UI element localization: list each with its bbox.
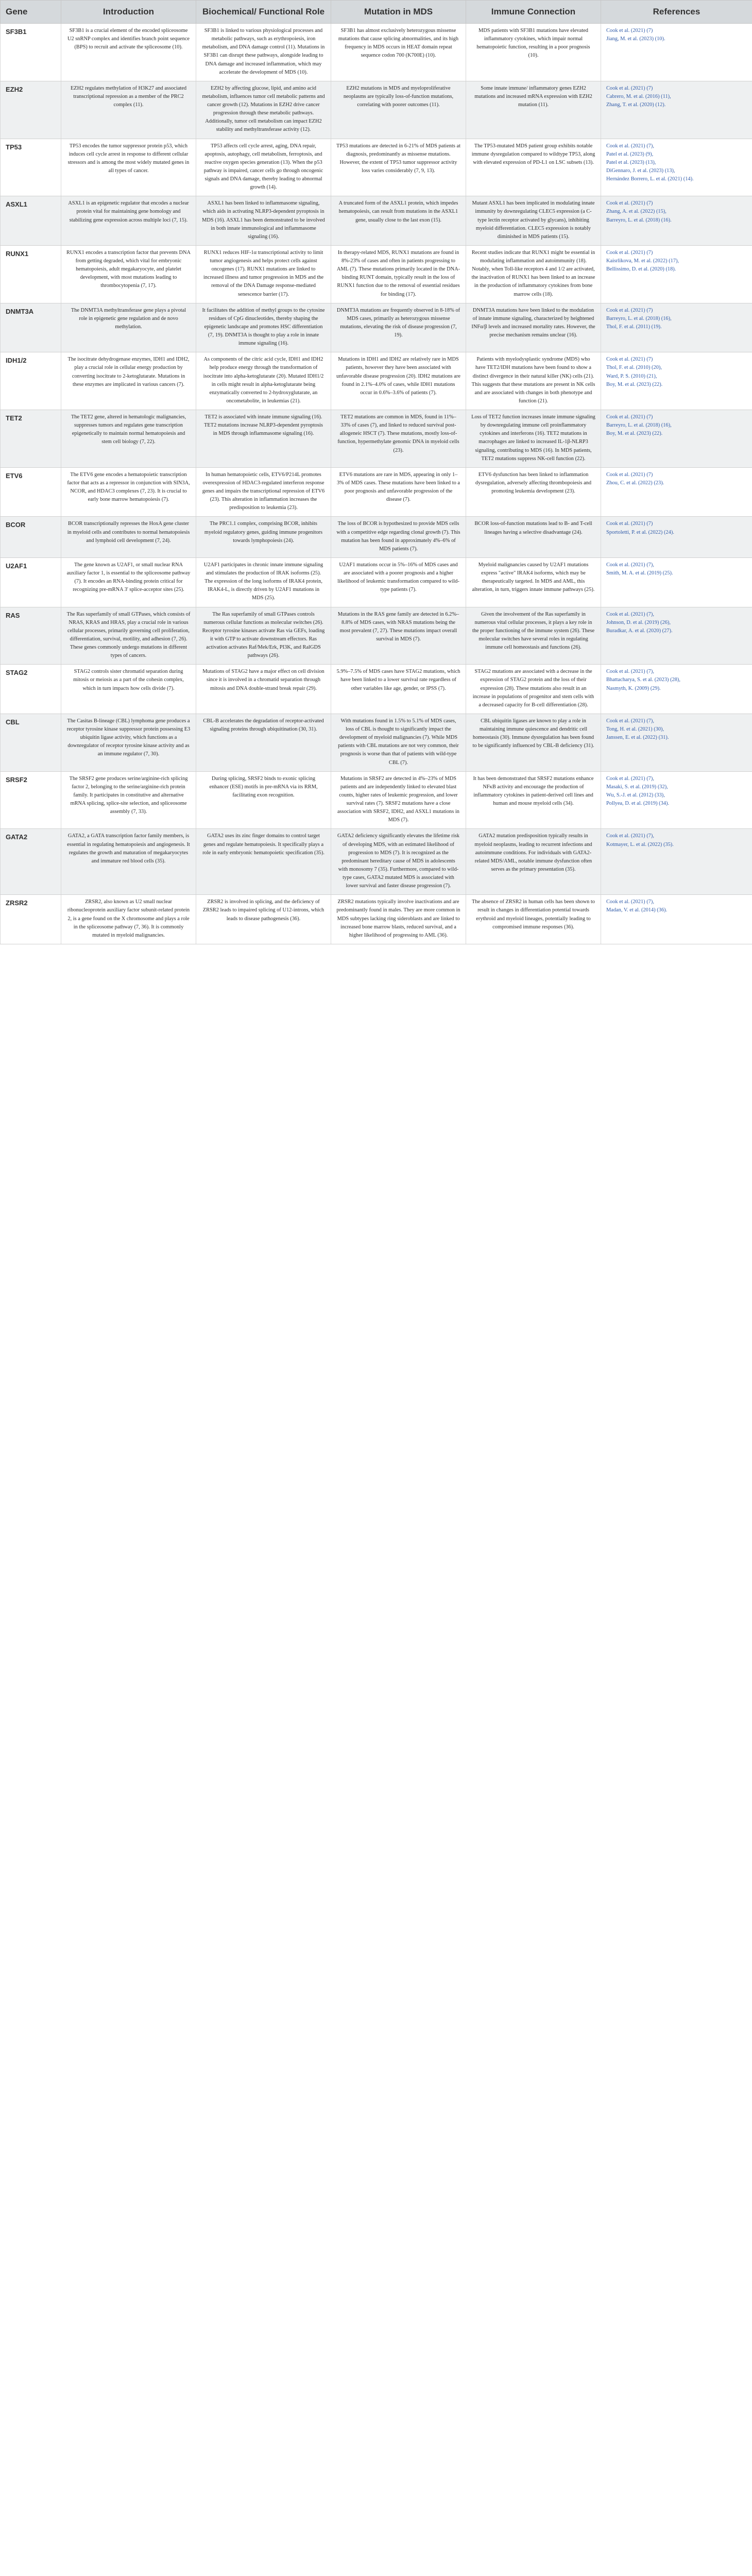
- reference-link[interactable]: Johnson, D. et al. (2019) (26),: [606, 619, 671, 625]
- mutation-cell: The loss of BCOR is hypothesized to provide MDS cells with a competitive edge regarding clonal growth (7). This mutation has been found in approximately 4%–6% of MDS patients (7).: [331, 517, 466, 558]
- introduction-cell: ZRSR2, also known as U2 small nuclear ribonucleoprotein auxiliary factor subunit-related protein 2, is a gene found on the X chromosome and plays a role in the spliceosome pathway (7, 36). It is commonly mutated in myeloid malignancies.: [61, 895, 196, 944]
- immune-connection-cell: Recent studies indicate that RUNX1 might be essential in modulating inflammation and autoimmunity (18). Notably, when Toll-like receptors 4 and 1/2 are activated, the inactivation of RUNX1 has been linked to an increase in the production of inflammatory cytokines from bone marrow cells (18).: [466, 245, 601, 303]
- reference-link[interactable]: Cook et al. (2021) (7),: [606, 562, 654, 568]
- gene-cell: STAG2: [1, 665, 61, 714]
- reference-link[interactable]: Tong, H. et al. (2021) (30),: [606, 726, 664, 732]
- reference-link[interactable]: Cook et al. (2021) (7),: [606, 611, 654, 617]
- reference-link[interactable]: Cabrero, M. et al. (2016) (11),: [606, 93, 671, 99]
- table-row: [1, 139, 752, 196]
- gene-cell: U2AF1: [1, 557, 61, 607]
- table-header-row: [1, 1, 752, 24]
- immune-connection-cell: Loss of TET2 function increases innate immune signaling by downregulating immune cell proinflammatory cytokines and interferons (16). TET2 mutations in macrophages are linked to increased IL-1β-NLRP3 signaling, contributing to MDS (16). In MDS patients, TET2 mutations suppress NK-cell function (22).: [466, 410, 601, 468]
- introduction-cell: GATA2, a GATA transcription factor family members, is essential in regulating hematopoiesis and angiogenesis. It regulates the growth and maturation of megakaryocytes and immature red blood cells (35).: [61, 829, 196, 895]
- references-cell: [601, 352, 752, 410]
- gene-cell: EZH2: [1, 81, 61, 139]
- table-row: [1, 245, 752, 303]
- biochemical-role-cell: SF3B1 is linked to various physiological processes and metabolic pathways, such as erythropoiesis, iron metabolism, and DNA damage control (11). Mutations in SF3B1 can disrupt these pathways, alongside leading to DNA damage and increased inflammation, which may accelerate the development of MDS (10).: [196, 24, 331, 81]
- introduction-cell: ASXL1 is an epigenetic regulator that encodes a nuclear protein vital for maintaining gene homology and stabilizing gene expression across multiple loci (7, 15).: [61, 196, 196, 246]
- reference-link[interactable]: Zhang, A. et al. (2022) (15),: [606, 209, 666, 215]
- table-row: [1, 771, 752, 829]
- table-row: [1, 829, 752, 895]
- references-cell: [601, 517, 752, 558]
- immune-connection-cell: MDS patients with SF3B1 mutations have elevated inflammatory cytokines, which impair normal hematopoietic function, resulting in a poor prognosis (10).: [466, 24, 601, 81]
- immune-connection-cell: Myeloid malignancies caused by U2AF1 mutations express "active" IRAK4 isoforms, which may be therapeutically targeted. In MDS and AML, this alteration, in turn, triggers innate immune pathways (25).: [466, 557, 601, 607]
- references-cell: [601, 196, 752, 246]
- reference-link[interactable]: Kotmayer, L. et al. (2022) (35).: [606, 841, 674, 848]
- reference-link[interactable]: Smith, M. A. et al. (2019) (25).: [606, 570, 673, 576]
- references-cell: [601, 81, 752, 139]
- reference-link[interactable]: Thol, F. et al. (2010) (20),: [606, 365, 662, 371]
- biochemical-role-cell: Mutations of STAG2 have a major effect on cell division since it is involved in a chromatid separation through mitosis and DNA double-strand break repair (29).: [196, 665, 331, 714]
- table-row: [1, 665, 752, 714]
- reference-link[interactable]: Zhou, C. et al. (2022) (23).: [606, 480, 664, 486]
- header-immune-connection: Immune Connection: [466, 1, 601, 24]
- table-body: [1, 24, 752, 944]
- reference-link[interactable]: Cook et al. (2021) (7),: [606, 669, 654, 675]
- mutation-cell: With mutations found in 1.5% to 5.1% of MDS cases, loss of CBL is thought to significantly impact the development of myeloid malignancies (7). While MDS patients with CBL mutations are not very common, their prognosis is worse than that of patients with wild-type CBL (7).: [331, 714, 466, 771]
- introduction-cell: The SRSF2 gene produces serine/arginine-rich splicing factor 2, belonging to the serine/arginine-rich protein family. It participates in constitutive and alternative mRNA splicing, splice-site selection, and spliceosome assembly (7, 33).: [61, 771, 196, 829]
- introduction-cell: The isocitrate dehydrogenase enzymes, IDH1 and IDH2, play a crucial role in cellular energy production by converting isocitrate to 2-ketoglutarate. Mutations in these enzymes are implicated in various cancers (7).: [61, 352, 196, 410]
- reference-link[interactable]: Bellissimo, D. et al. (2020) (18).: [606, 266, 676, 273]
- reference-link[interactable]: Cook et al. (2021) (7),: [606, 899, 654, 905]
- mutation-cell: Mutations in SRSF2 are detected in 4%–23% of MDS patients and are independently linked to elevated blast counts, higher rates of leukemic progression, and lower survival rates (7). SRSF2 mutations have a close association with SRSF2, IDH2, and ASXL1 mutations in MDS (7).: [331, 771, 466, 829]
- reference-link[interactable]: Cook et al. (2021) (7): [606, 249, 653, 256]
- immune-connection-cell: ETV6 dysfunction has been linked to inflammation dysregulation, adversely affecting thrombopoiesis and promoting leukemia development (23).: [466, 467, 601, 517]
- references-cell: [601, 829, 752, 895]
- reference-link[interactable]: Cook et al. (2021) (7): [606, 200, 653, 207]
- reference-link[interactable]: Jiang, M. et al. (2023) (10).: [606, 36, 665, 42]
- immune-connection-cell: GATA2 mutation predisposition typically results in myeloid neoplasms, leading to recurrent infections and autoimmune conditions. For individuals with GATA2-related MDS/AML, notable immune dysfunction often serves as the primary presentation (35).: [466, 829, 601, 895]
- gene-cell: ASXL1: [1, 196, 61, 246]
- biochemical-role-cell: CBL-B accelerates the degradation of receptor-activated signaling proteins through ubiquitination (30, 31).: [196, 714, 331, 771]
- gene-cell: IDH1/2: [1, 352, 61, 410]
- references-cell: [601, 410, 752, 468]
- gene-cell: BCOR: [1, 517, 61, 558]
- biochemical-role-cell: U2AF1 participates in chronic innate immune signaling and stimulates the production of IRAK isoforms (25). The expression of the long isoforms of IRAK4 protein, IRAK4-L, is directly driven by U2AF1 mutations in MDS (25).: [196, 557, 331, 607]
- biochemical-role-cell: TET2 is associated with innate immune signaling (16). TET2 mutations increase NLRP3-dependent pyroptosis in MDS through inflammasome signaling (16).: [196, 410, 331, 468]
- header-references: References: [601, 1, 752, 24]
- introduction-cell: TP53 encodes the tumor suppressor protein p53, which induces cell cycle arrest in response to different cellular stressors and is among the most widely mutated genes in all types of cancer.: [61, 139, 196, 196]
- reference-link[interactable]: Patel et al. (2023) (13),: [606, 159, 656, 165]
- mutation-cell: SF3B1 has almost exclusively heterozygous missense mutations that cause splicing abnormalities, and its high frequency in MDS occurs in HEAT domain repeat sequence codon 700 (K700E) (10).: [331, 24, 466, 81]
- introduction-cell: The Casitas B-lineage (CBL) lymphoma gene produces a receptor tyrosine kinase suppressor protein possessing E3 ubiquitin ligase activity, which functions as a downregulator of receptor tyrosine kinase activity and as an immune regulator (7, 30).: [61, 714, 196, 771]
- table-row: [1, 714, 752, 771]
- immune-connection-cell: STAG2 mutations are associated with a decrease in the expression of STAG2 protein and the loss of their expression (28). These mutations also result in an increase in populations of progenitor and stem cells with a decreased capacity for B-cell differentiation (28).: [466, 665, 601, 714]
- immune-connection-cell: Patients with myelodysplastic syndrome (MDS) who have TET2/IDH mutations have been found to show a distinct divergence in their natural killer (NK) cells (21). This suggests that these mutations are present in NK cells and are associated with changes in both phenotype and function (21).: [466, 352, 601, 410]
- biochemical-role-cell: In human hematopoietic cells, ETV6/P214L promotes overexpression of HDAC3-regulated interferon response genes and impairs the transcriptional repression of ETV6 (23). This alteration in inflammation increases the predisposition to leukemia (23).: [196, 467, 331, 517]
- references-cell: [601, 139, 752, 196]
- immune-connection-cell: DNMT3A mutations have been linked to the modulation of innate immune signaling, characterized by heightened INFα/β levels and increased mortality rates. However, the precise mechanism remains unclear (16).: [466, 303, 601, 352]
- references-cell: [601, 245, 752, 303]
- introduction-cell: SF3B1 is a crucial element of the encoded spliceosome U2 snRNP complex and identifies branch point sequence (BPS) to recruit and activate the spliceosome (10).: [61, 24, 196, 81]
- references-cell: [601, 607, 752, 665]
- immune-connection-cell: CBL ubiquitin ligases are known to play a role in maintaining immune quiescence and dendritic cell homeostasis (30). Immune dysregulation has been found to be significantly influenced by CBL-B deficiency (31).: [466, 714, 601, 771]
- references-cell: [601, 714, 752, 771]
- immune-connection-cell: The absence of ZRSR2 in human cells has been shown to result in changes in differentiation potential towards erythroid and myeloid lineages, potentially leading to compromised immune responses (36).: [466, 895, 601, 944]
- table-row: [1, 557, 752, 607]
- immune-connection-cell: Given the involvement of the Ras superfamily in numerous vital cellular processes, it plays a key role in the proper functioning of the immune system (26). These molecular switches have several roles in regulating immune cell homeostasis and functions (26).: [466, 607, 601, 665]
- gene-cell: GATA2: [1, 829, 61, 895]
- table-row: [1, 895, 752, 944]
- mutation-cell: 5.9%–7.5% of MDS cases have STAG2 mutations, which have been linked to a lower survival rate regardless of other variables like age, gender, or IPSS (7).: [331, 665, 466, 714]
- gene-cell: SF3B1: [1, 24, 61, 81]
- immune-connection-cell: The TP53-mutated MDS patient group exhibits notable immune dysregulation compared to wildtype TP53, along with elevated expression of PD-L1 on LSC subsets (13).: [466, 139, 601, 196]
- reference-link[interactable]: Cook et al. (2021) (7),: [606, 775, 654, 782]
- reference-link[interactable]: Janssen, E. et al. (2022) (31).: [606, 735, 669, 741]
- introduction-cell: EZH2 regulates methylation of H3K27 and associated transcriptional repression as a member of the PRC2 complex (11).: [61, 81, 196, 139]
- introduction-cell: RUNX1 encodes a transcription factor that prevents DNA from getting degraded, which vital for embryonic hematopoiesis, adult megakaryocyte, and platelet development, with most mutations leading to thrombocytopenia (7, 17).: [61, 245, 196, 303]
- table-row: [1, 81, 752, 139]
- biochemical-role-cell: TP53 affects cell cycle arrest, aging, DNA repair, apoptosis, autophagy, cell metabolism, ferroptosis, and reactive oxygen species generation (13). When the p53 pathway is impaired, cancer cells go through oncogenic signals and DNA damage, thereby leading to abnormal growth (14).: [196, 139, 331, 196]
- gene-cell: RUNX1: [1, 245, 61, 303]
- reference-link[interactable]: Madan, V. et al. (2014) (36).: [606, 907, 668, 913]
- gene-cell: SRSF2: [1, 771, 61, 829]
- references-cell: [601, 24, 752, 81]
- mutation-cell: U2AF1 mutations occur in 5%–16% of MDS cases and are associated with a poorer prognosis and a higher likelihood of leukemic transformation compared to wild-type patients (7).: [331, 557, 466, 607]
- immune-connection-cell: It has been demonstrated that SRSF2 mutations enhance NFκB activity and encourage the production of inflammatory cytokines in patient-derived cell lines and human and mouse myeloid cells (34).: [466, 771, 601, 829]
- reference-link[interactable]: Bhattacharya, S. et al. (2023) (28),: [606, 677, 680, 683]
- reference-link[interactable]: Barreyro, L. et al. (2018) (16).: [606, 217, 672, 223]
- mutation-cell: ZRSR2 mutations typically involve inactivations and are predominantly found in males. They are more common in MDS subtypes lacking ring sideroblasts and are linked to increased bone marrow blasts, reduced survival, and a higher likelihood of progressing to AML (36).: [331, 895, 466, 944]
- mutation-cell: EZH2 mutations in MDS and myeloproliferative neoplasms are typically loss-of-function mutations, correlating with poorer outcomes (11).: [331, 81, 466, 139]
- immune-connection-cell: Some innate immune/ inflammatory genes EZH2 mutations and increased mRNA expression with EZH2 mutation (11).: [466, 81, 601, 139]
- reference-link[interactable]: Sportoletti, P. et al. (2022) (24).: [606, 529, 674, 535]
- reference-link[interactable]: Boy, M. et al. (2023) (22).: [606, 431, 663, 437]
- table-row: [1, 196, 752, 246]
- introduction-cell: The gene known as U2AF1, or small nuclear RNA auxiliary factor 1, is essential to the spliceosome pathway (7). It encodes an RNA-binding protein critical for recognizing pre-mRNA 3' splice-acceptor sites (25).: [61, 557, 196, 607]
- biochemical-role-cell: It facilitates the addition of methyl groups to the cytosine residues of CpG dinucleotides, thereby shaping the epigenetic landscape and promotes HSC differentiation (7, 19). DNMT3A is thought to play a role in innate immune signaling (16).: [196, 303, 331, 352]
- gene-cell: TP53: [1, 139, 61, 196]
- biochemical-role-cell: As components of the citric acid cycle, IDH1 and IDH2 help produce energy through the transformation of isocitrate into alpha-ketoglutarate (20). Mutated IDH1/2 in cells might result in alpha-ketoglutarate being enzymatically converted to 2-hydroxyglutarate, an oncometabolite, in leukemias (21).: [196, 352, 331, 410]
- reference-link[interactable]: Barreyro, L. et al. (2018) (16),: [606, 422, 672, 429]
- mutation-cell: ETV6 mutations are rare in MDS, appearing in only 1–3% of MDS cases. These mutations have been linked to a poor prognosis and unfavorable progression of the disease (7).: [331, 467, 466, 517]
- table-row: [1, 467, 752, 517]
- reference-link[interactable]: Cook et al. (2021) (7): [606, 85, 653, 91]
- gene-cell: DNMT3A: [1, 303, 61, 352]
- mutation-cell: TET2 mutations are common in MDS, found in 11%–33% of cases (7), and linked to reduced survival post-allogeneic HSCT (7). These mutations, mostly loss-of-function, hypermethylate genomic DNA in myeloid cells (23).: [331, 410, 466, 468]
- references-cell: [601, 665, 752, 714]
- immune-connection-cell: Mutant ASXL1 has been implicated in modulating innate immunity by downregulating CLEC5 expression (a C-type lectin receptor activated by glycans), inhibiting myeloid differentiation. CLEC5 expression is notably diminished in MDS patients (15).: [466, 196, 601, 246]
- header-mutation-in-mds: Mutation in MDS: [331, 1, 466, 24]
- introduction-cell: The ETV6 gene encodes a hematopoietic transcription factor that acts as a repressor in conjunction with SIN3A, NCOR, and HDAC3 complexes (7, 23). It is crucial to early bone marrow hematopoiesis (7).: [61, 467, 196, 517]
- reference-link[interactable]: Thol, F. et al. (2011) (19).: [606, 324, 662, 330]
- reference-link[interactable]: Zhang, T. et al. (2020) (12).: [606, 102, 666, 108]
- reference-link[interactable]: Cook et al. (2021) (7),: [606, 143, 654, 149]
- gene-summary-table: [0, 0, 752, 944]
- reference-link[interactable]: Pollyea, D. et al. (2019) (34).: [606, 801, 670, 806]
- references-cell: [601, 557, 752, 607]
- table-row: [1, 352, 752, 410]
- mutation-cell: GATA2 deficiency significantly elevates the lifetime risk of developing MDS, with an estimated likelihood of progression to MDS (7). It is recognized as the predominant hereditary cause of MDS in adolescents with monosomy 7 (35). Furthermore, compared to wild-type cases, GATA2 mutated MDS is associated with lower survival and faster disease progression (7).: [331, 829, 466, 895]
- reference-link[interactable]: Cook et al. (2021) (7): [606, 414, 653, 420]
- reference-link[interactable]: Patel et al. (2023) (9),: [606, 151, 654, 157]
- references-cell: [601, 771, 752, 829]
- header-biochemical-role: Biochemical/ Functional Role: [196, 1, 331, 24]
- reference-link[interactable]: Cook et al. (2021) (7): [606, 521, 653, 527]
- table-row: [1, 410, 752, 468]
- reference-link[interactable]: Hernández Borrero, L. et al. (2021) (14).: [606, 176, 694, 182]
- mutation-cell: TP53 mutations are detected in 6-21% of MDS patients at diagnosis, predominantly as missense mutations. However, the extent of TP53 tumor suppressor activity loss varies considerably (7, 9, 13).: [331, 139, 466, 196]
- table-row: [1, 517, 752, 558]
- mutation-cell: In therapy-related MDS, RUNX1 mutations are found in 8%-23% of cases and often in patients progressing to AML (7). These mutations primarily located in the DNA-binding RUNT domain, typically result in the loss of RUNX1 function due to the removal of essential residues for binding (17).: [331, 245, 466, 303]
- gene-cell: TET2: [1, 410, 61, 468]
- biochemical-role-cell: The PRC1.1 complex, comprising BCOR, inhibits myeloid regulatory genes, guiding immune progenitors towards lymphopoiesis (24).: [196, 517, 331, 558]
- table-row: [1, 607, 752, 665]
- gene-cell: ZRSR2: [1, 895, 61, 944]
- references-cell: [601, 303, 752, 352]
- gene-cell: RAS: [1, 607, 61, 665]
- biochemical-role-cell: GATA2 uses its zinc finger domains to control target genes and regulate hematopoiesis. It specifically plays a role in early embryonic hematopoietic specification (35).: [196, 829, 331, 895]
- header-introduction: Introduction: [61, 1, 196, 24]
- immune-connection-cell: BCOR loss-of-function mutations lead to B- and T-cell lineages having a selective disadvantage (24).: [466, 517, 601, 558]
- introduction-cell: BCOR transcriptionally represses the HoxA gene cluster in myeloid cells and contributes to normal hematopoiesis and lymphoid cell development (7, 24).: [61, 517, 196, 558]
- mutation-cell: Mutations in IDH1 and IDH2 are relatively rare in MDS patients, however they have been associated with unfavorable disease progression (20). IDH2 mutations are found in 2.1%–4.0% of cases, while IDH1 mutations occur in 0.6%–3.6% of patients (7).: [331, 352, 466, 410]
- gene-cell: CBL: [1, 714, 61, 771]
- header-gene: Gene: [1, 1, 61, 24]
- mutation-cell: Mutations in the RAS gene family are detected in 6.2%–8.8% of MDS cases, with NRAS mutations being the most prevalent (7, 27). These mutations impact overall survival in MDS (7).: [331, 607, 466, 665]
- biochemical-role-cell: During splicing, SRSF2 binds to exonic splicing enhancer (ESE) motifs in pre-mRNA via its RRM, facilitating exon recognition.: [196, 771, 331, 829]
- reference-link[interactable]: Cook et al. (2021) (7): [606, 471, 653, 478]
- table-row: [1, 303, 752, 352]
- biochemical-role-cell: ASXL1 has been linked to inflammasome signaling, which aids in activating NLRP3-dependent pyroptosis in MDS (16). ASXL1 has been demonstrated to be involved in both innate immunological and inflammasome signaling (16).: [196, 196, 331, 246]
- reference-link[interactable]: Buradkar, A. et al. (2020) (27).: [606, 628, 673, 634]
- reference-link[interactable]: Cook et al. (2021) (7),: [606, 833, 654, 839]
- reference-link[interactable]: Masaki, S. et al. (2019) (32),: [606, 784, 668, 790]
- reference-link[interactable]: DiGennaro, J. et al. (2023) (13),: [606, 167, 675, 174]
- reference-link[interactable]: Wu, S.-J. et al. (2012) (33),: [606, 792, 665, 798]
- biochemical-role-cell: EZH2 by affecting glucose, lipid, and amino acid metabolism, influences tumor cell metabolic patterns and cancer growth (12). Mutations in EZH2 drive cancer progression through these metabolic pathways. Additionally, tumor cell metabolism can impact EZH2 stability and methyltransferase activity (12).: [196, 81, 331, 139]
- introduction-cell: The TET2 gene, altered in hematologic malignancies, suppresses tumors and regulates gene transcription epigenetically to maintain normal hematopoiesis and stem cell biology (7, 22).: [61, 410, 196, 468]
- reference-link[interactable]: Cook et al. (2021) (7),: [606, 718, 654, 724]
- reference-link[interactable]: Barreyro, L. et al. (2018) (16),: [606, 315, 672, 321]
- introduction-cell: The Ras superfamily of small GTPases, which consists of NRAS, KRAS and HRAS, play a crucial role in various cellular processes, primarily governing cell proliferation, differentiation, survival, motility, and adhesion (7, 26). These genes commonly undergo mutations in different types of cancers.: [61, 607, 196, 665]
- reference-link[interactable]: Cook et al. (2021) (7): [606, 307, 653, 313]
- introduction-cell: STAG2 controls sister chromatid separation during mitosis or meiosis as a part of the cohesin complex, which in turn impacts how cells divide (7).: [61, 665, 196, 714]
- reference-link[interactable]: Cook et al. (2021) (7): [606, 28, 653, 33]
- reference-link[interactable]: Boy, M. et al. (2023) (22).: [606, 381, 663, 387]
- introduction-cell: The DNMT3A methyltransferase gene plays a pivotal role in epigenetic gene regulation and de novo methylation.: [61, 303, 196, 352]
- reference-link[interactable]: Kaisrlikova, M. et al. (2022) (17),: [606, 258, 679, 264]
- mutation-cell: DNMT3A mutations are frequently observed in 8-18% of MDS cases, primarily as heterozygous missense mutations, elevating the risk of disease progression (7, 19).: [331, 303, 466, 352]
- references-cell: [601, 895, 752, 944]
- biochemical-role-cell: The Ras superfamily of small GTPases controls numerous cellular functions as molecular switches (26). Receptor tyrosine kinases activate Ras via GEFs, loading it with GTP to activate downstream effectors. Ras activation activates Raf/Mek/Erk, PI3K, and RalGDS pathways (26).: [196, 607, 331, 665]
- biochemical-role-cell: RUNX1 reduces HIF-1α transcriptional activity to limit tumor angiogenesis and helps protect cells against oncogenes (17). RUNX1 mutations are linked to increased illness and tumor progression in MDS and the removal of the DNA Damage response-mediated senescence barrier (17).: [196, 245, 331, 303]
- reference-link[interactable]: Ward, P. S. (2010) (21),: [606, 373, 657, 379]
- reference-link[interactable]: Nasmyth, K. (2009) (29).: [606, 685, 661, 691]
- references-cell: [601, 467, 752, 517]
- table-row: [1, 24, 752, 81]
- reference-link[interactable]: Cook et al. (2021) (7): [606, 357, 653, 363]
- mutation-cell: A truncated form of the ASXL1 protein, which impedes hematopoiesis, can result from mutations in the ASXL1 gene, usually close to the last exon (15).: [331, 196, 466, 246]
- gene-cell: ETV6: [1, 467, 61, 517]
- biochemical-role-cell: ZRSR2 is involved in splicing, and the deficiency of ZRSR2 leads to impaired splicing of U12-introns, which leads to disease pathogenesis (36).: [196, 895, 331, 944]
